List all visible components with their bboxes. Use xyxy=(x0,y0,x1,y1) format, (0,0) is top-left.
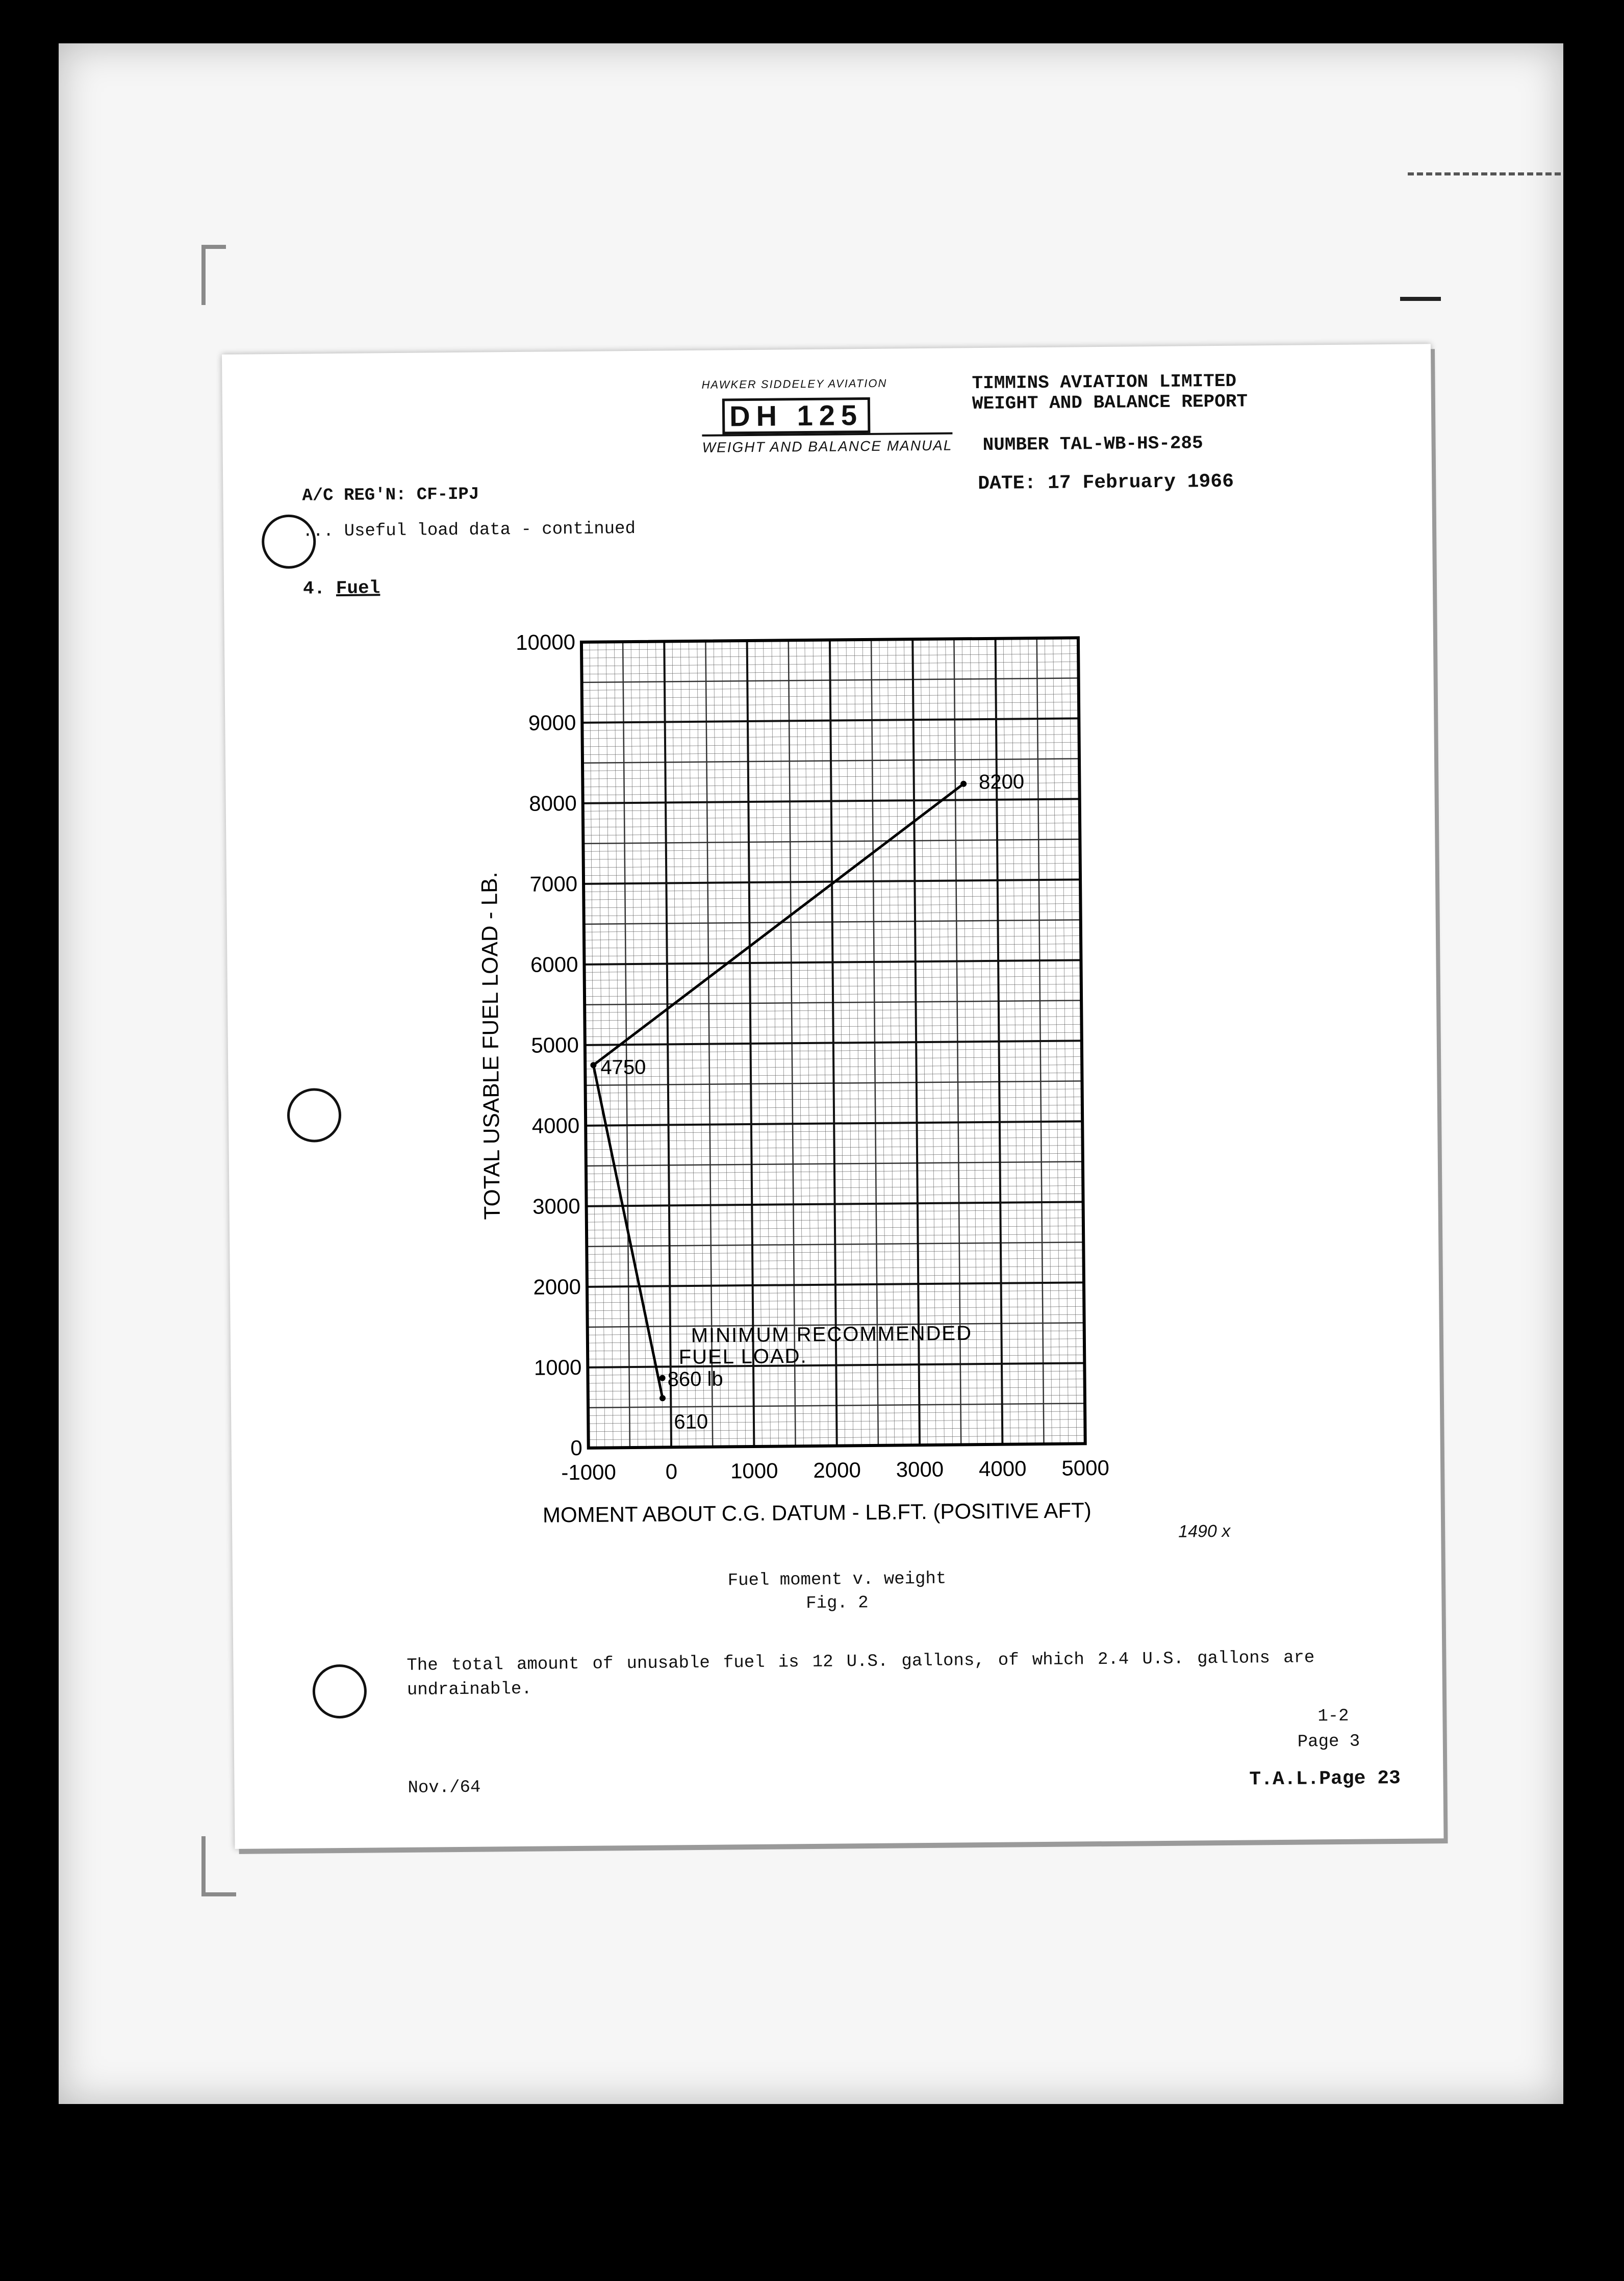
arrow-mark xyxy=(1400,297,1441,301)
x-tick-label: 3000 xyxy=(896,1457,944,1482)
y-tick-label: 2000 xyxy=(533,1274,581,1299)
data-point xyxy=(659,1375,666,1381)
manual-label: WEIGHT AND BALANCE MANUAL xyxy=(702,433,952,456)
y-axis-label: TOTAL USABLE FUEL LOAD - LB. xyxy=(476,872,505,1220)
data-point xyxy=(659,1395,666,1401)
x-axis-label: MOMENT ABOUT C.G. DATUM - LB.FT. (POSITIVE AFT) xyxy=(542,1498,1092,1527)
footer-section: 1-2 xyxy=(1317,1706,1349,1727)
point-label-860: 860 lb xyxy=(667,1367,723,1391)
footer-page: Page 3 xyxy=(1297,1732,1360,1752)
document-page xyxy=(222,344,1443,1849)
footer-tal-page: T.A.L.Page 23 xyxy=(1249,1767,1401,1791)
caption-figure: Fig. 2 xyxy=(806,1593,869,1614)
y-tick-label: 4000 xyxy=(531,1113,580,1138)
report-title: WEIGHT AND BALANCE REPORT xyxy=(972,391,1248,415)
y-tick-label: 5000 xyxy=(531,1032,579,1057)
point-label-4750: 4750 xyxy=(600,1056,646,1079)
figure-caption xyxy=(233,1563,1442,1620)
x-tick-label: 0 xyxy=(665,1459,678,1484)
y-tick-label: 10000 xyxy=(515,629,576,654)
handwritten-note: 1490 x xyxy=(1178,1521,1231,1541)
model-logo: DH 125 xyxy=(722,397,871,435)
section-title: Fuel xyxy=(336,577,380,599)
annotation-min-fuel: FUEL LOAD. xyxy=(678,1345,807,1368)
fuel-moment-chart xyxy=(439,610,1314,1546)
manufacturer-label: HAWKER SIDDELEY AVIATION xyxy=(701,376,887,391)
x-tick-label: 1000 xyxy=(730,1458,778,1483)
footer-date: Nov./64 xyxy=(408,1778,481,1798)
unusable-fuel-note: The total amount of unusable fuel is 12 U.S. gallons, of which 2.4 U.S. gallons are undrainable. xyxy=(407,1648,1315,1700)
x-tick-label: 4000 xyxy=(978,1456,1027,1481)
data-point xyxy=(590,1062,596,1068)
x-tick-label: 2000 xyxy=(813,1458,861,1482)
crop-mark-top xyxy=(201,245,226,305)
y-tick-label: 6000 xyxy=(530,952,578,977)
dashed-line xyxy=(1408,172,1561,175)
section-heading xyxy=(303,577,380,599)
section-number: 4. xyxy=(302,578,325,599)
x-tick-label: 5000 xyxy=(1061,1455,1110,1480)
point-label-610: 610 xyxy=(674,1410,708,1433)
crop-mark-bottom xyxy=(201,1836,236,1896)
punch-hole-middle xyxy=(287,1088,342,1143)
point-label-8200: 8200 xyxy=(978,770,1025,794)
x-tick-label: -1000 xyxy=(561,1460,617,1485)
y-tick-label: 1000 xyxy=(534,1355,582,1380)
punch-hole-bottom xyxy=(312,1664,367,1719)
aircraft-registration: A/C REG'N: CF-IPJ xyxy=(302,485,479,506)
report-header xyxy=(972,371,1248,414)
caption-title: Fuel moment v. weight xyxy=(727,1569,947,1591)
data-point xyxy=(960,781,967,787)
y-tick-label: 3000 xyxy=(532,1194,580,1219)
company-name: TIMMINS AVIATION LIMITED xyxy=(972,370,1237,394)
annotation-min-fuel: MINIMUM RECOMMENDED xyxy=(691,1322,973,1347)
continued-note: ... Useful load data - continued xyxy=(302,519,636,542)
y-tick-label: 7000 xyxy=(529,871,578,896)
y-tick-label: 9000 xyxy=(528,710,576,735)
report-date: DATE: 17 February 1966 xyxy=(978,470,1234,495)
report-number: NUMBER TAL-WB-HS-285 xyxy=(982,433,1203,455)
y-tick-label: 8000 xyxy=(529,791,577,816)
y-tick-label: 0 xyxy=(570,1435,582,1460)
